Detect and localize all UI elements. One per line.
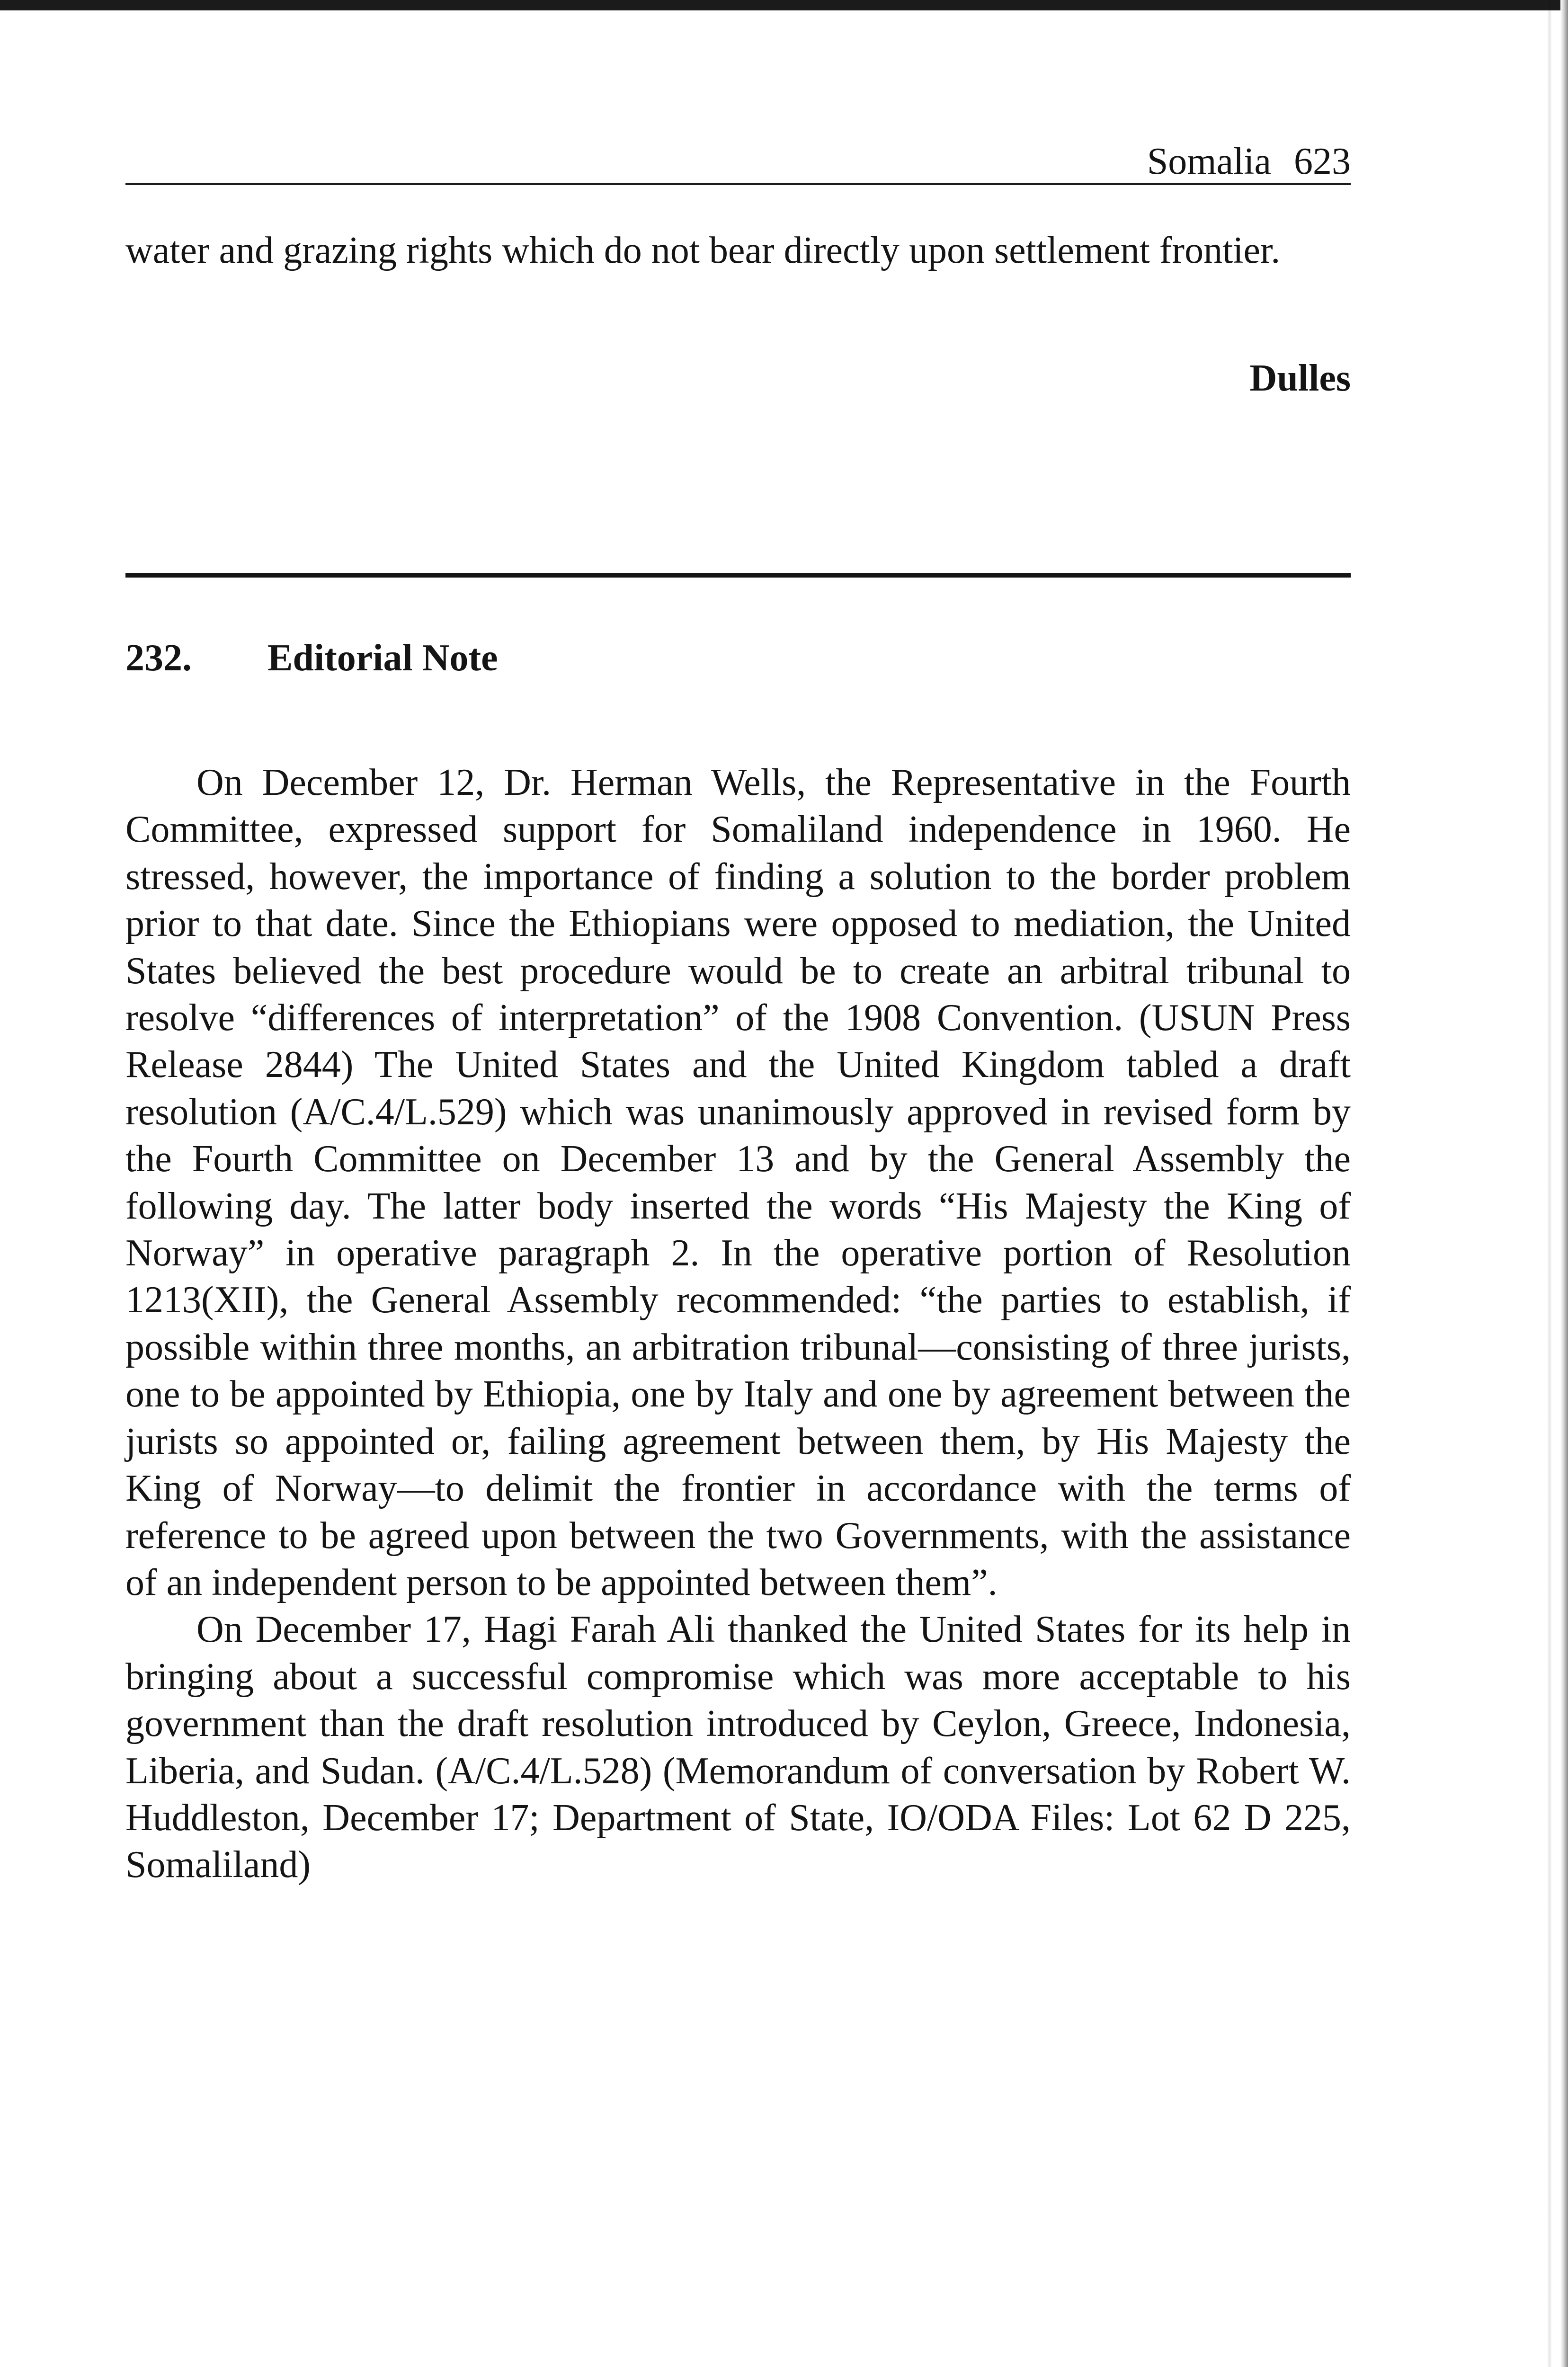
body-paragraph: On December 17, Hagi Farah Ali thanked the United States for its help in bringing about a successful compromise which was more acceptable to his government than the draft resolution introduced by Ceylon, Greece, Indonesia, Liberia, and Sudan. (A/C.4/L.528) (Memorandum of conversation by Robert W. Huddleston, December 17; Department of State, IO/ODA Files: Lot 62 D 225, Somaliland) — [125, 1609, 1351, 1886]
page-number: 623 — [1294, 141, 1351, 182]
scan-gutter-shadow — [1547, 0, 1552, 2367]
running-head-text — [1147, 140, 1351, 183]
signature: Dulles — [1249, 357, 1351, 399]
running-head-title: Somalia — [1147, 141, 1271, 182]
body-paragraph: On December 12, Dr. Herman Wells, the Representative in the Fourth Committee, expressed support for Somaliland independence in 1960. He stressed, however, the importance of finding a solution to the border problem prior to that date. Since the Ethiopians were opposed to mediation, the United States believed the best procedure would be to create an arbitral tribunal to resolve “differences of interpretation” of the 1908 Convention. (USUN Press Release 2844) The United States and the United Kingdom tabled a draft resolution (A/C.4/L.529) which was unanimously approved in revised form by the Fourth Committee on December 13 and by the General Assembly the following day. The latter body inserted the words “His Majesty the King of Norway” in operative paragraph 2. In the operative portion of Resolution 1213(XII), the General Assembly recommended: “the parties to establish, if possible within three months, an arbitration tribunal—consisting of three jurists, one to be appointed by Ethiopia, one by Italy and one by agreement between the jurists so appointed or, failing agreement between them, by His Majesty the King of Norway—to delimit the frontier in accordance with the terms of reference to be agreed upon between the two Governments, with the assistance of an independent person to be appointed between them”. — [125, 762, 1351, 1603]
section-heading — [125, 634, 498, 682]
scan-top-edge — [0, 0, 1568, 10]
running-head — [125, 140, 1351, 183]
carryover-paragraph: water and grazing rights which do not bear directly upon settlement frontier. — [125, 230, 1281, 271]
scan-right-edge — [1560, 0, 1568, 2367]
section-number: 232. — [125, 637, 192, 679]
editorial-note-body — [125, 759, 1351, 1889]
section-title: Editorial Note — [267, 637, 498, 679]
section-divider-rule — [125, 573, 1351, 578]
running-head-rule — [125, 183, 1351, 185]
